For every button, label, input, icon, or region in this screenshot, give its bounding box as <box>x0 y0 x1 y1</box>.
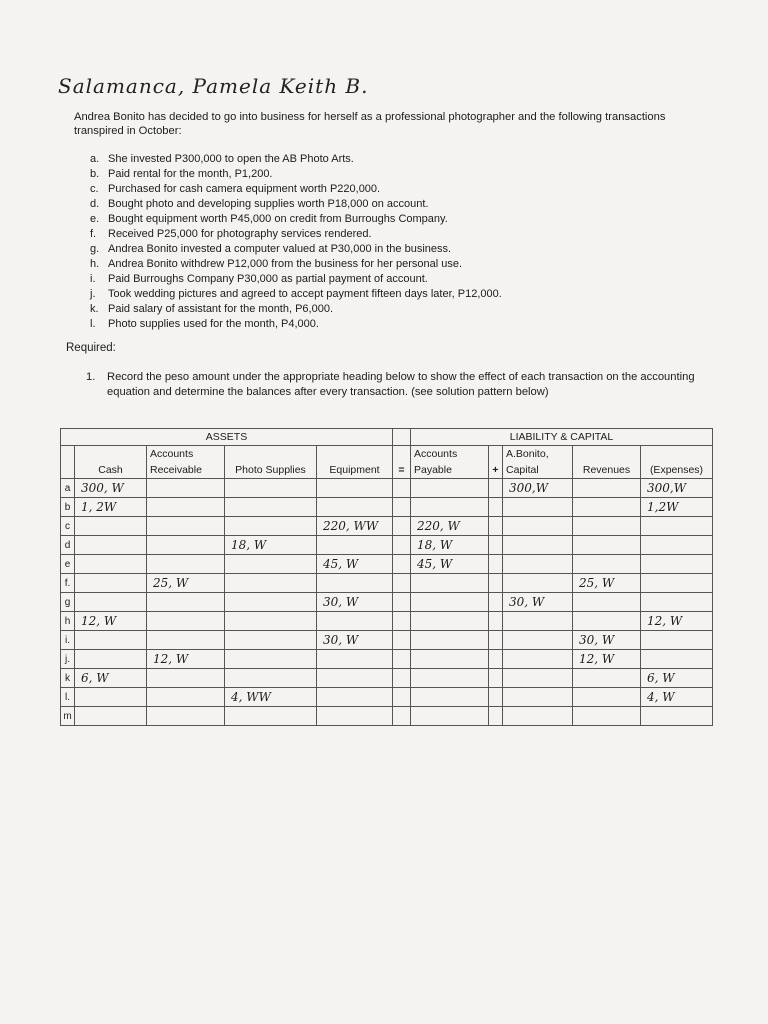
col-expenses: (Expenses) <box>641 461 713 479</box>
cell-ar: 12, W <box>147 650 225 669</box>
transaction-letter: g. <box>90 243 100 255</box>
cell-ar <box>147 593 225 612</box>
separator-cell <box>489 517 503 536</box>
cell-ar <box>147 479 225 498</box>
transaction-letter: e. <box>90 213 100 225</box>
transaction-item <box>90 152 650 167</box>
transaction-item <box>90 287 650 302</box>
separator-cell <box>393 498 411 517</box>
table-row <box>61 517 713 536</box>
cell-rev <box>573 536 641 555</box>
separator-cell <box>489 574 503 593</box>
separator-cell <box>489 669 503 688</box>
cell-eq <box>317 612 393 631</box>
transaction-list <box>90 152 650 332</box>
cell-rev <box>573 593 641 612</box>
cell-exp <box>641 707 713 726</box>
cell-cash <box>75 650 147 669</box>
cell-eq <box>317 498 393 517</box>
cell-ap <box>411 593 489 612</box>
separator-cell <box>393 574 411 593</box>
transaction-letter: k. <box>90 303 99 315</box>
row-label: c <box>61 517 75 536</box>
cell-eq <box>317 574 393 593</box>
separator-cell <box>393 517 411 536</box>
col-ar-line1: Accounts <box>147 446 225 462</box>
cell-sup <box>225 612 317 631</box>
transaction-text: Paid Burroughs Company P30,000 as partial payment of account. <box>108 273 428 285</box>
liability-capital-header: LIABILITY & CAPITAL <box>411 429 713 446</box>
cell-rev <box>573 707 641 726</box>
transaction-text: She invested P300,000 to open the AB Photo Arts. <box>108 153 354 165</box>
instruction <box>86 370 726 400</box>
cell-ar <box>147 555 225 574</box>
row-label: m <box>61 707 75 726</box>
cell-cap <box>503 669 573 688</box>
cell-cash <box>75 574 147 593</box>
cell-sup <box>225 593 317 612</box>
separator-cell <box>393 669 411 688</box>
cell-rev: 12, W <box>573 650 641 669</box>
cell-cap <box>503 631 573 650</box>
transaction-item <box>90 197 650 212</box>
cell-exp <box>641 555 713 574</box>
cell-cap <box>503 536 573 555</box>
cell-ar <box>147 669 225 688</box>
row-label: e <box>61 555 75 574</box>
row-label: g <box>61 593 75 612</box>
transaction-item <box>90 227 650 242</box>
cell-cap <box>503 688 573 707</box>
cell-exp <box>641 593 713 612</box>
row-label: i. <box>61 631 75 650</box>
cell-sup <box>225 650 317 669</box>
cell-sup <box>225 498 317 517</box>
instruction-text: Record the peso amount under the appropriate heading below to show the effect of each transaction on the accounting equation and determine the balances after every transaction. (see solution pattern below) <box>107 371 695 398</box>
cell-ap: 220, W <box>411 517 489 536</box>
transaction-letter: d. <box>90 198 100 210</box>
cell-cash <box>75 517 147 536</box>
cell-sup: 4, WW <box>225 688 317 707</box>
row-label: a <box>61 479 75 498</box>
cell-cap <box>503 498 573 517</box>
cell-sup <box>225 631 317 650</box>
row-label: h <box>61 612 75 631</box>
transaction-text: Paid salary of assistant for the month, P6,000. <box>108 303 334 315</box>
cell-rev <box>573 612 641 631</box>
cell-cap: 30, W <box>503 593 573 612</box>
cell-ar <box>147 536 225 555</box>
cell-cap <box>503 574 573 593</box>
cell-cap <box>503 555 573 574</box>
col-capital-line2: Capital <box>503 461 573 479</box>
table-row <box>61 536 713 555</box>
transaction-text: Paid rental for the month, P1,200. <box>108 168 273 180</box>
table-row <box>61 612 713 631</box>
transaction-text: Andrea Bonito withdrew P12,000 from the business for her personal use. <box>108 258 463 270</box>
cell-eq <box>317 707 393 726</box>
cell-ap <box>411 498 489 517</box>
table-row <box>61 650 713 669</box>
cell-ap <box>411 707 489 726</box>
cell-eq <box>317 479 393 498</box>
transaction-text: Received P25,000 for photography services rendered. <box>108 228 372 240</box>
instruction-number: 1. <box>86 371 96 383</box>
transaction-letter: b. <box>90 168 100 180</box>
transaction-letter: i. <box>90 273 96 285</box>
col-capital-line1: A.Bonito, <box>503 446 573 462</box>
transaction-letter: f. <box>90 228 97 240</box>
cell-cash <box>75 555 147 574</box>
cell-exp: 300,W <box>641 479 713 498</box>
separator-cell <box>393 650 411 669</box>
separator-cell <box>489 498 503 517</box>
separator-cell <box>489 650 503 669</box>
transaction-item <box>90 182 650 197</box>
transaction-item <box>90 242 650 257</box>
separator-cell <box>489 707 503 726</box>
col-cash: Cash <box>75 461 147 479</box>
cell-eq <box>317 688 393 707</box>
transaction-item <box>90 212 650 227</box>
cell-rev: 25, W <box>573 574 641 593</box>
separator-cell <box>489 688 503 707</box>
cell-cash: 1, 2W <box>75 498 147 517</box>
cell-ap <box>411 669 489 688</box>
separator-cell <box>393 555 411 574</box>
separator-cell <box>393 479 411 498</box>
row-label: f. <box>61 574 75 593</box>
cell-cap: 300,W <box>503 479 573 498</box>
cell-exp <box>641 631 713 650</box>
assets-header: ASSETS <box>61 429 393 446</box>
cell-exp <box>641 517 713 536</box>
cell-sup <box>225 555 317 574</box>
cell-ap <box>411 650 489 669</box>
cell-ar <box>147 688 225 707</box>
cell-cap <box>503 517 573 536</box>
separator-cell <box>393 631 411 650</box>
cell-sup <box>225 479 317 498</box>
cell-ap <box>411 631 489 650</box>
table-row <box>61 555 713 574</box>
cell-ar <box>147 631 225 650</box>
separator-cell <box>489 593 503 612</box>
separator-cell <box>393 612 411 631</box>
separator-cell <box>489 631 503 650</box>
cell-cap <box>503 612 573 631</box>
required-label: Required: <box>66 342 116 354</box>
cell-ar <box>147 612 225 631</box>
equals-sign: = <box>393 461 411 479</box>
cell-exp: 1,2W <box>641 498 713 517</box>
cell-ap <box>411 574 489 593</box>
transaction-text: Bought photo and developing supplies worth P18,000 on account. <box>108 198 429 210</box>
col-photo-supplies: Photo Supplies <box>225 461 317 479</box>
cell-sup <box>225 574 317 593</box>
transaction-letter: l. <box>90 318 96 330</box>
cell-eq <box>317 650 393 669</box>
cell-exp <box>641 536 713 555</box>
cell-ar: 25, W <box>147 574 225 593</box>
cell-sup <box>225 517 317 536</box>
col-ar-line2: Receivable <box>147 461 225 479</box>
cell-rev <box>573 517 641 536</box>
cell-ap <box>411 688 489 707</box>
cell-sup: 18, W <box>225 536 317 555</box>
transaction-letter: c. <box>90 183 99 195</box>
row-label: j. <box>61 650 75 669</box>
transaction-letter: j. <box>90 288 96 300</box>
transaction-text: Purchased for cash camera equipment worth P220,000. <box>108 183 381 195</box>
transaction-item <box>90 317 650 332</box>
col-revenues: Revenues <box>573 461 641 479</box>
transaction-text: Bought equipment worth P45,000 on credit from Burroughs Company. <box>108 213 448 225</box>
cell-cash: 300, W <box>75 479 147 498</box>
cell-exp: 4, W <box>641 688 713 707</box>
table-row <box>61 669 713 688</box>
transaction-text: Photo supplies used for the month, P4,000. <box>108 318 319 330</box>
table-row <box>61 479 713 498</box>
cell-rev <box>573 479 641 498</box>
transaction-item <box>90 302 650 317</box>
separator-cell <box>489 612 503 631</box>
cell-ap <box>411 612 489 631</box>
cell-ar <box>147 498 225 517</box>
row-label: l. <box>61 688 75 707</box>
cell-cash <box>75 631 147 650</box>
table-row <box>61 593 713 612</box>
separator-cell <box>489 555 503 574</box>
intro-paragraph: Andrea Bonito has decided to go into business for herself as a professional photographer and the following transactions transpired in October: <box>74 111 666 137</box>
cell-cap <box>503 707 573 726</box>
table-row <box>61 498 713 517</box>
row-label: k <box>61 669 75 688</box>
table-row <box>61 574 713 593</box>
cell-eq: 30, W <box>317 631 393 650</box>
transaction-letter: h. <box>90 258 100 270</box>
cell-rev <box>573 688 641 707</box>
cell-rev <box>573 669 641 688</box>
student-name: Salamanca, Pamela Keith B. <box>58 74 369 98</box>
cell-cash <box>75 593 147 612</box>
cell-eq: 220, WW <box>317 517 393 536</box>
cell-rev: 30, W <box>573 631 641 650</box>
cell-ap: 18, W <box>411 536 489 555</box>
cell-eq: 45, W <box>317 555 393 574</box>
cell-cap <box>503 650 573 669</box>
cell-cash <box>75 707 147 726</box>
cell-exp: 12, W <box>641 612 713 631</box>
cell-cash <box>75 688 147 707</box>
cell-cash <box>75 536 147 555</box>
separator-cell <box>393 593 411 612</box>
accounting-equation-table <box>60 428 713 726</box>
separator-cell <box>393 536 411 555</box>
cell-rev <box>573 498 641 517</box>
transaction-text: Took wedding pictures and agreed to accept payment fifteen days later, P12,000. <box>108 288 502 300</box>
row-label: b <box>61 498 75 517</box>
transaction-text: Andrea Bonito invested a computer valued at P30,000 in the business. <box>108 243 452 255</box>
cell-exp <box>641 574 713 593</box>
cell-eq <box>317 536 393 555</box>
separator-cell <box>393 688 411 707</box>
cell-rev <box>573 555 641 574</box>
cell-ar <box>147 517 225 536</box>
separator-cell <box>489 536 503 555</box>
col-ap-line1: Accounts <box>411 446 489 462</box>
col-equipment: Equipment <box>317 461 393 479</box>
cell-cash: 12, W <box>75 612 147 631</box>
separator-cell <box>489 479 503 498</box>
cell-ap: 45, W <box>411 555 489 574</box>
separator-cell <box>393 707 411 726</box>
transaction-item <box>90 272 650 287</box>
row-label: d <box>61 536 75 555</box>
transaction-letter: a. <box>90 153 100 165</box>
table-row <box>61 707 713 726</box>
cell-sup <box>225 707 317 726</box>
cell-ar <box>147 707 225 726</box>
cell-exp <box>641 650 713 669</box>
transaction-item <box>90 257 650 272</box>
cell-eq: 30, W <box>317 593 393 612</box>
transaction-item <box>90 167 650 182</box>
cell-cash: 6, W <box>75 669 147 688</box>
cell-ap <box>411 479 489 498</box>
plus-sign: + <box>489 461 503 479</box>
cell-eq <box>317 669 393 688</box>
table-row <box>61 688 713 707</box>
cell-exp: 6, W <box>641 669 713 688</box>
cell-sup <box>225 669 317 688</box>
table-row <box>61 631 713 650</box>
col-ap-line2: Payable <box>411 461 489 479</box>
